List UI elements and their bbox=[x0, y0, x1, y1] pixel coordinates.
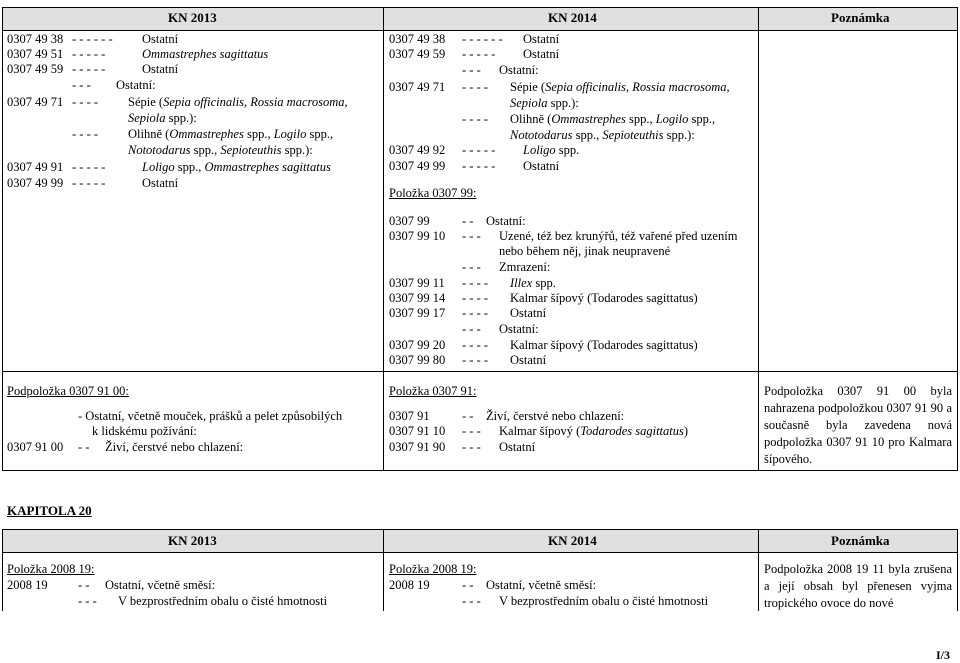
row-dash: - - - bbox=[462, 63, 481, 77]
row-code: 0307 99 20 bbox=[389, 338, 446, 352]
row-dash: - - - - bbox=[462, 291, 489, 305]
row-text: Sépie (Sepia officinalis, Rossia macrosoma, bbox=[128, 95, 348, 109]
row-text: Kalmar šípový (Todarodes sagittatus) bbox=[510, 338, 698, 352]
row-text: Ostatní, včetně směsí: bbox=[486, 578, 597, 592]
row-code: 0307 91 10 bbox=[389, 424, 446, 438]
chapter-title: KAPITOLA 20 bbox=[7, 503, 92, 518]
row-dash: - - - - - - bbox=[462, 32, 503, 46]
rule bbox=[758, 7, 759, 471]
header-note: Poznámka bbox=[831, 10, 890, 25]
rule bbox=[383, 529, 384, 611]
row-code: 0307 49 51 bbox=[7, 47, 64, 61]
row-code: 0307 49 38 bbox=[7, 32, 64, 46]
row-dash: - - - - bbox=[462, 80, 489, 94]
row-code: 0307 99 17 bbox=[389, 306, 446, 320]
header-note: Poznámka bbox=[831, 533, 890, 548]
row-dash: - - - bbox=[462, 424, 481, 438]
rule bbox=[2, 552, 957, 553]
row-dash: - - bbox=[462, 409, 474, 423]
row-code: 0307 49 71 bbox=[7, 95, 64, 109]
header-kn2014: KN 2014 bbox=[548, 533, 597, 548]
row-dash: - - - - bbox=[72, 95, 99, 109]
row-text: Olihně (Ommastrephes spp., Logilo spp., bbox=[128, 127, 334, 141]
rule bbox=[2, 529, 957, 530]
row-code: 0307 49 59 bbox=[7, 62, 64, 76]
rule bbox=[758, 529, 759, 611]
row-text: Ostatní: bbox=[116, 78, 156, 92]
polozka-title: Položka 0307 91: bbox=[389, 384, 477, 398]
row-text: Ostatní bbox=[142, 176, 179, 190]
row-dash: - - - - - bbox=[462, 47, 496, 61]
row-text: Loligo spp., Ommastrephes sagittatus bbox=[142, 160, 331, 174]
row-dash: - - bbox=[462, 578, 474, 592]
row-code: 0307 91 bbox=[389, 409, 430, 423]
row-text: Ommastrephes sagittatus bbox=[142, 47, 269, 61]
row-code: 0307 49 38 bbox=[389, 32, 446, 46]
row-code: 0307 99 11 bbox=[389, 276, 445, 290]
row-dash: - - - - - bbox=[72, 62, 106, 76]
rule bbox=[2, 7, 3, 471]
row-code: 0307 99 80 bbox=[389, 353, 446, 367]
row-text: Kalmar šípový (Todarodes sagittatus) bbox=[510, 291, 698, 305]
rule bbox=[957, 7, 958, 471]
row-dash: - - - - bbox=[462, 353, 489, 367]
row-code: 0307 49 99 bbox=[389, 159, 446, 173]
table2-note: Podpoložka 2008 19 11 byla zrušena a její obsah byl přenesen vyjma tropického ovoce do nové bbox=[764, 562, 952, 610]
row-text: Ostatní bbox=[510, 306, 547, 320]
row-code: 0307 49 71 bbox=[389, 80, 446, 94]
row-dash: - - bbox=[78, 578, 90, 592]
row-text: Ostatní bbox=[142, 62, 179, 76]
row-text: nebo během něj, jinak neupravené bbox=[499, 244, 671, 258]
row-dash: - - - - - - bbox=[72, 32, 113, 46]
table1-header bbox=[2, 7, 957, 30]
row-code: 0307 91 00 bbox=[7, 440, 64, 454]
row-text: V bezprostředním obalu o čisté hmotnosti bbox=[118, 594, 328, 608]
row-code: 2008 19 bbox=[389, 578, 430, 592]
row-text: Živí, čerstvé nebo chlazení: bbox=[105, 440, 244, 454]
row-text: Sepiola spp.): bbox=[510, 96, 579, 110]
row-text: Olihně (Ommastrephes spp., Logilo spp., bbox=[510, 112, 716, 126]
row-dash: - - - - bbox=[462, 276, 489, 290]
rule bbox=[2, 30, 957, 31]
row-text: Ostatní bbox=[523, 159, 560, 173]
row-text: Ostatní bbox=[523, 32, 560, 46]
rule bbox=[2, 371, 957, 372]
row-dash: - - - bbox=[78, 594, 97, 608]
row-dash: - - - - - bbox=[72, 160, 106, 174]
row-code: 0307 91 90 bbox=[389, 440, 446, 454]
header-kn2014: KN 2014 bbox=[548, 10, 597, 25]
row-text: Illex spp. bbox=[510, 276, 556, 290]
row-dash: - - - bbox=[462, 260, 481, 274]
row-dash: - - - bbox=[462, 594, 481, 608]
row-text: Ostatní bbox=[499, 440, 536, 454]
polozka-title: Položka 0307 99: bbox=[389, 186, 477, 200]
row-dash: - - - - - bbox=[72, 176, 106, 190]
row-code: 0307 99 10 bbox=[389, 229, 446, 243]
row-dash: - - - bbox=[462, 440, 481, 454]
row-dash: - - bbox=[78, 440, 90, 454]
polozka-title: Položka 2008 19: bbox=[389, 562, 477, 576]
row-text: Sépie (Sepia officinalis, Rossia macrosoma, bbox=[510, 80, 730, 94]
row-text: Ostatní bbox=[510, 353, 547, 367]
row-dash: - - - - bbox=[72, 127, 99, 141]
row-text: Loligo spp. bbox=[523, 143, 580, 157]
polozka-title: Položka 2008 19: bbox=[7, 562, 95, 576]
row-code: 0307 99 bbox=[389, 214, 430, 228]
row-dash: - - bbox=[462, 214, 474, 228]
row-dash: - - - - - bbox=[462, 159, 496, 173]
rule bbox=[2, 470, 957, 471]
row-code: 0307 99 14 bbox=[389, 291, 446, 305]
header-kn2013: KN 2013 bbox=[168, 10, 217, 25]
row-dash: - - - bbox=[72, 78, 91, 92]
row-code: 0307 49 59 bbox=[389, 47, 446, 61]
header-kn2013: KN 2013 bbox=[168, 533, 217, 548]
rule bbox=[383, 7, 384, 471]
row-text: Živí, čerstvé nebo chlazení: bbox=[486, 409, 625, 423]
row-text: Zmrazení: bbox=[499, 260, 551, 274]
row-dash: - - - - bbox=[462, 112, 489, 126]
row-dash: - - - - bbox=[462, 338, 489, 352]
table2-header bbox=[2, 529, 957, 552]
row-dash: - - - bbox=[462, 322, 481, 336]
row-text: Ostatní: bbox=[499, 322, 539, 336]
subpolozka-title: Podpoložka 0307 91 00: bbox=[7, 384, 129, 398]
rule bbox=[2, 529, 3, 611]
row-dash: - - - bbox=[462, 229, 481, 243]
row-code: 0307 49 92 bbox=[389, 143, 446, 157]
row-dash: - - - - bbox=[462, 306, 489, 320]
page-number: I/3 bbox=[936, 648, 951, 662]
row-text: V bezprostředním obalu o čisté hmotnosti bbox=[499, 594, 709, 608]
section2-line: - Ostatní, včetně mouček, prášků a pelet způsobilých bbox=[78, 409, 343, 423]
row-dash: - - - - - bbox=[72, 47, 106, 61]
row-text: Nototodarus spp., Sepioteuthis spp.): bbox=[510, 128, 695, 142]
row-dash: - - - - - bbox=[462, 143, 496, 157]
section2-note: Podpoložka 0307 91 00 byla nahrazena podpoložkou 0307 91 90 a současně byla zavedena nová podpoložka 0307 91 10 pro Kalmara šípového. bbox=[764, 384, 952, 466]
row-text: Ostatní bbox=[523, 47, 560, 61]
row-text: Ostatní: bbox=[486, 214, 526, 228]
row-text: Ostatní bbox=[142, 32, 179, 46]
row-text: Ostatní: bbox=[499, 63, 539, 77]
rule bbox=[2, 7, 957, 8]
rule bbox=[957, 529, 958, 611]
row-text: Nototodarus spp., Sepioteuthis spp.): bbox=[128, 143, 313, 157]
row-text: Ostatní, včetně směsí: bbox=[105, 578, 216, 592]
row-code: 2008 19 bbox=[7, 578, 48, 592]
row-text: Kalmar šípový (Todarodes sagittatus) bbox=[499, 424, 689, 438]
row-text: Uzené, též bez krunýřů, též vařené před uzením bbox=[499, 229, 738, 243]
row-code: 0307 49 99 bbox=[7, 176, 64, 190]
row-code: 0307 49 91 bbox=[7, 160, 64, 174]
section2-line: k lidskému požívání: bbox=[92, 424, 197, 438]
row-text: Sepiola spp.): bbox=[128, 111, 197, 125]
